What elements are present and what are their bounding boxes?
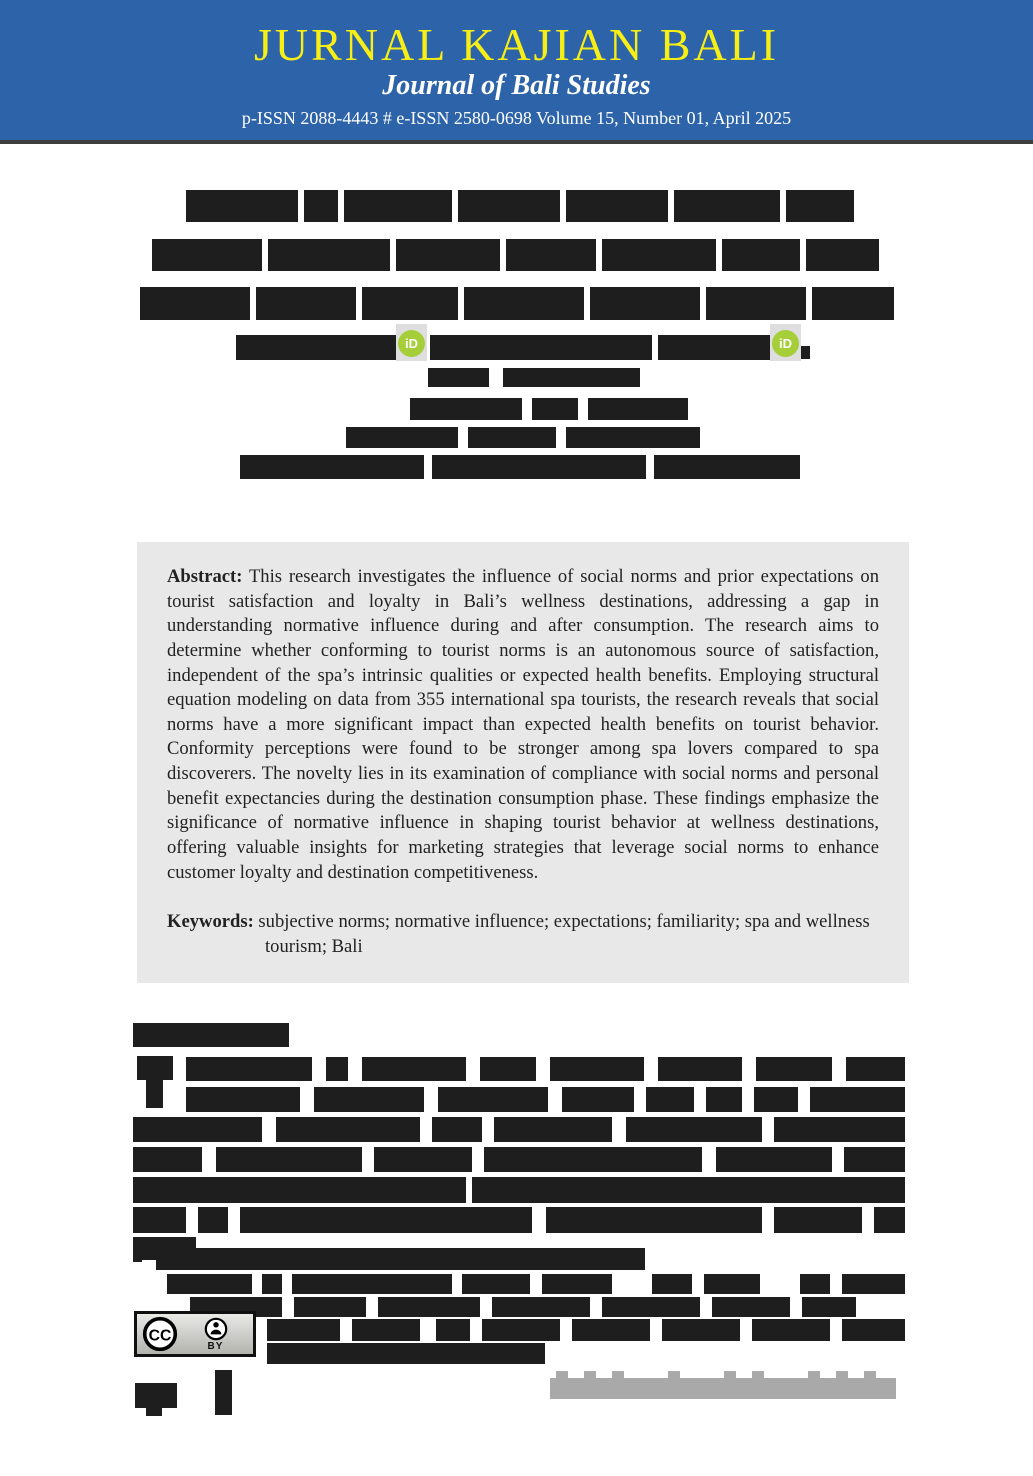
redacted-body-word	[484, 1147, 702, 1172]
redacted-body-word	[240, 1207, 532, 1233]
redacted-title-word	[152, 239, 262, 271]
redacted-body-word	[186, 1087, 300, 1112]
redacted-footnote-word	[267, 1343, 545, 1364]
redacted-body-word	[362, 1057, 466, 1081]
redacted-citation-bar	[668, 1371, 680, 1378]
redacted-body-word	[198, 1207, 228, 1233]
redacted-citation-bar	[808, 1371, 820, 1378]
redacted-author-name	[800, 346, 810, 359]
redacted-title-word	[362, 287, 458, 320]
redacted-title-word	[722, 239, 800, 271]
journal-subtitle: Journal of Bali Studies	[382, 70, 651, 101]
redacted-title-word	[256, 287, 356, 320]
redacted-citation-bar	[612, 1371, 624, 1378]
redacted-title-word	[806, 239, 879, 271]
redacted-body-word	[276, 1117, 420, 1142]
journal-issn-line: p-ISSN 2088-4443 # e-ISSN 2580-0698 Volume 15, Number 01, April 2025	[241, 108, 792, 128]
redacted-body-word	[133, 1177, 466, 1203]
redacted-body-word	[494, 1117, 612, 1142]
redacted-title-word	[268, 239, 390, 271]
redacted-body-word	[326, 1057, 348, 1081]
redacted-citation-bar	[550, 1378, 896, 1399]
redacted-page-number	[135, 1383, 177, 1408]
redacted-citation-bar	[836, 1371, 848, 1378]
redacted-body-word	[626, 1117, 762, 1142]
redacted-affiliation-word	[432, 455, 646, 479]
redacted-body-word	[374, 1147, 472, 1172]
redacted-affiliation-word	[410, 398, 522, 420]
redacted-body-word	[314, 1087, 424, 1112]
redacted-affiliation-word	[654, 455, 800, 479]
redacted-title-word	[566, 190, 668, 222]
redacted-footnote-word	[133, 1250, 142, 1262]
redacted-body-word	[774, 1207, 862, 1233]
keywords-label: Keywords:	[167, 911, 254, 933]
redacted-citation-bar	[556, 1371, 568, 1378]
redacted-footnote-word	[378, 1297, 480, 1317]
redacted-body-word	[646, 1087, 694, 1112]
abstract-body: This research investigates the influence of social norms and prior expectations on tourist satisfaction and loyalty in Bali’s wellness destinations, addressing a gap in understanding normative influence during and after consumption. The research aims to determine whether conforming to tourist norms is an autonomous source of satisfaction, independent of the spa’s intrinsic qualities or expected health benefits. Employing structural equation modeling on data from 355 international spa tourists, the research reveals that social norms have a more significant impact than expected health benefits on tourist behavior. Conformity perceptions were found to be stronger among spa lovers compared to spa discoverers. The novelty lies in its examination of compliance with social norms and personal benefit expectancies during the destination consumption phase. These findings emphasize the significance of normative influence in shaping tourist behavior at wellness destinations, offering valuable insights for marketing strategies that leverage social norms to enhance customer loyalty and destination competitiveness.	[167, 566, 880, 883]
redacted-footer-divider	[215, 1370, 232, 1415]
abstract-label: Abstract:	[167, 566, 243, 587]
redacted-footnote-word	[572, 1319, 650, 1341]
orcid-id-badge: iD	[398, 330, 425, 357]
redacted-section-heading	[133, 1023, 289, 1047]
redacted-body-word	[706, 1087, 742, 1112]
journal-title: JURNAL KAJIAN BALI	[253, 19, 780, 70]
redacted-title-word	[344, 190, 452, 222]
redacted-body-word	[658, 1057, 742, 1081]
redacted-body-word	[546, 1207, 762, 1233]
abstract-paragraph	[167, 565, 879, 885]
cc-logo-icon	[142, 1316, 178, 1352]
redacted-title-word	[304, 190, 338, 222]
redacted-footnote-word	[436, 1319, 470, 1341]
redacted-footnote-word	[752, 1319, 830, 1341]
redacted-footnote-word	[800, 1274, 830, 1294]
redacted-body-word	[874, 1207, 905, 1233]
redacted-body-word	[562, 1087, 634, 1112]
redacted-title-word	[812, 287, 894, 320]
redacted-footnote-word	[262, 1274, 282, 1294]
redacted-body-word	[810, 1087, 905, 1112]
abstract-box	[137, 542, 909, 983]
redacted-title-word	[506, 239, 596, 271]
redacted-body-word	[480, 1057, 536, 1081]
redacted-footnote-word	[156, 1248, 645, 1270]
redacted-citation-bar	[724, 1371, 736, 1378]
redacted-affiliation-word	[588, 398, 688, 420]
redacted-title-word	[396, 239, 500, 271]
redacted-footnote-word	[802, 1297, 856, 1317]
redacted-body-word	[432, 1117, 482, 1142]
redacted-body-word	[846, 1057, 905, 1081]
redacted-body-word	[844, 1147, 905, 1172]
redacted-body-word	[186, 1057, 312, 1081]
redacted-author-name	[658, 335, 770, 360]
redacted-title-word	[140, 287, 250, 320]
redacted-title-word	[602, 239, 716, 271]
redacted-footnote-word	[482, 1319, 560, 1341]
redacted-drop-cap	[146, 1080, 163, 1108]
cc-person-icon	[204, 1317, 228, 1341]
redacted-title-word	[786, 190, 854, 222]
redacted-citation-bar	[584, 1371, 596, 1378]
redacted-citation-bar	[752, 1371, 764, 1378]
redacted-affiliation-word	[346, 427, 458, 448]
redacted-affiliation-word	[468, 427, 556, 448]
redacted-footnote-word	[167, 1274, 252, 1294]
redacted-footnote-word	[842, 1319, 905, 1341]
redacted-body-word	[472, 1177, 905, 1203]
redacted-footnote-word	[602, 1297, 700, 1317]
redacted-affiliation-word	[532, 398, 578, 420]
redacted-title-word	[186, 190, 298, 222]
svg-text:CC: CC	[148, 1327, 172, 1345]
keywords-paragraph	[167, 909, 879, 959]
redacted-body-word	[133, 1117, 262, 1142]
redacted-page-number	[146, 1408, 162, 1416]
cc-by-label: BY	[207, 1340, 224, 1352]
redacted-body-word	[133, 1147, 202, 1172]
orcid-id-badge: iD	[772, 330, 799, 357]
redacted-body-word	[550, 1057, 644, 1081]
journal-banner	[0, 0, 1033, 144]
redacted-footnote-word	[704, 1274, 760, 1294]
redacted-body-word	[216, 1147, 362, 1172]
redacted-title-word	[706, 287, 806, 320]
redacted-footnote-word	[712, 1297, 790, 1317]
redacted-footnote-word	[294, 1297, 366, 1317]
redacted-body-word	[716, 1147, 832, 1172]
redacted-footnote-word	[292, 1274, 452, 1294]
cc-by-attribution-mark	[178, 1317, 253, 1352]
redacted-body-word	[133, 1207, 186, 1233]
redacted-author-name	[430, 335, 652, 360]
orcid-icon[interactable]	[772, 330, 799, 357]
redacted-footnote-word	[462, 1274, 530, 1294]
redacted-affiliation-word	[566, 427, 700, 448]
redacted-body-word	[754, 1087, 798, 1112]
redacted-footnote-word	[267, 1319, 340, 1341]
cc-by-license-badge[interactable]	[134, 1311, 256, 1357]
redacted-author-name	[503, 368, 640, 387]
redacted-author-name	[428, 368, 489, 387]
redacted-author-name	[236, 335, 396, 360]
redacted-footnote-word	[662, 1319, 740, 1341]
orcid-icon[interactable]	[398, 330, 425, 357]
redacted-title-word	[590, 287, 700, 320]
redacted-citation-bar	[864, 1371, 876, 1378]
redacted-title-word	[464, 287, 584, 320]
redacted-footnote-word	[842, 1274, 905, 1294]
redacted-body-word	[774, 1117, 905, 1142]
redacted-footnote-word	[542, 1274, 612, 1294]
redacted-footnote-word	[492, 1297, 590, 1317]
redacted-body-word	[756, 1057, 832, 1081]
redacted-affiliation-word	[240, 455, 424, 479]
redacted-title-word	[458, 190, 560, 222]
redacted-body-word	[438, 1087, 548, 1112]
redacted-drop-cap	[137, 1056, 173, 1080]
redacted-footnote-word	[352, 1319, 420, 1341]
redacted-footnote-word	[652, 1274, 692, 1294]
redacted-title-word	[674, 190, 780, 222]
keywords-body: subjective norms; normative influence; expectations; familiarity; spa and wellness tourism; Bali	[258, 911, 870, 958]
